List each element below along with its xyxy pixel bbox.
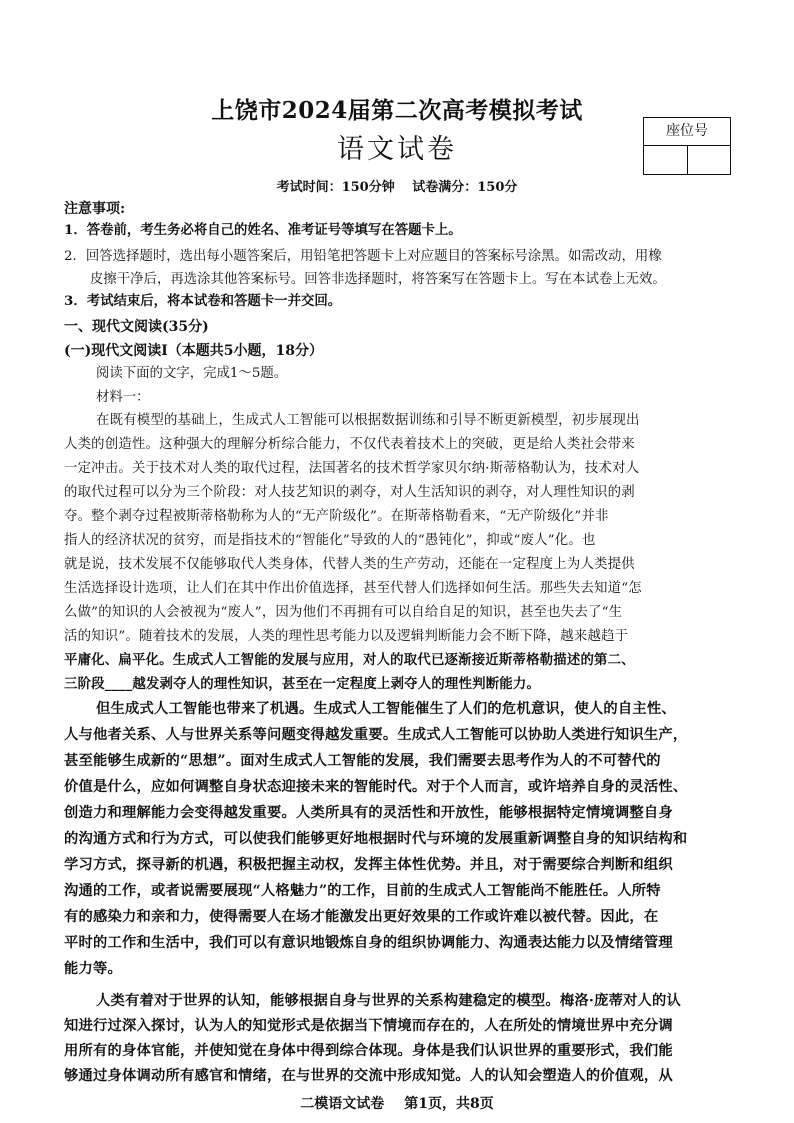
passage-line: 学习方式，探寻新的机遇，积极把握主动权，发挥主体性优势。并且，对于需要综合判断和组织 [64, 857, 673, 873]
passage-line: 甚至能够生成新的“思想”。面对生成式人工智能的发展，我们需要去思考作为人的不可替代的 [64, 753, 661, 769]
passage-line: 么做”的知识的人会被视为“废人”，因为他们不再拥有可以自给自足的知识，甚至也失去了“生 [64, 605, 623, 620]
passage-line: 指人的经济状况的贫穷，而是指技术的“智能化”导致的人的“愚钝化”，抑或“废人”化。也 [64, 533, 596, 548]
passage-line: 能力等。 [64, 961, 122, 977]
passage-line: 夺。整个剥夺过程被斯蒂格勒称为人的“无产阶级化”。在斯蒂格勒看来，“无产阶级化”并非 [64, 509, 609, 524]
material-label: 材料一： [96, 390, 150, 405]
exam-info: 考试时间：150分钟 试卷满分：150分 [276, 180, 518, 195]
seat-number-box [643, 117, 731, 175]
seat-cell [688, 146, 731, 174]
notice-item: 2．回答选择题时，选出每小题答案后，用铅笔把答题卡上对应题目的答案标号涂黑。如需改动，用橡 [64, 249, 662, 264]
passage-line: 创造力和理解能力会变得越发重要。人类所具有的灵活性和开放性，能够根据特定情境调整自身 [64, 805, 673, 821]
seat-number-cells [644, 146, 730, 174]
reading-instruction: 阅读下面的文字，完成1～5题。 [96, 366, 288, 381]
passage-line: 活的知识”。随着技术的发展，人类的理性思考能力以及逻辑判断能力会不断下降，越来越趋于 [64, 629, 629, 644]
notice-heading: 注意事项: [64, 201, 126, 217]
passage-line: 人与他者关系、人与世界关系等问题变得越发重要。生成式人工智能可以协助人类进行知识生产， [64, 727, 688, 743]
passage-line: 在既有模型的基础上，生成式人工智能可以根据数据训练和引导不断更新模型，初步展现出 [96, 413, 640, 428]
sub-section-heading: (一)现代文阅读Ⅰ（本题共5小题，18分） [64, 343, 324, 359]
section-heading: 一、现代文阅读(35分) [64, 319, 209, 335]
passage-line: 有的感染力和亲和力，使得需要人在场才能激发出更好效果的工作或许难以被代替。因此，在 [64, 909, 659, 925]
passage-line: 人类的创造性。这种强大的理解分析综合能力，不仅代表着技术上的突破，更是给人类社会带来 [64, 437, 635, 452]
passage-line: 三阶段____越发剥夺人的理性知识，甚至在一定程度上剥夺人的理性判断能力。 [64, 676, 541, 692]
notice-item-continued: 皮擦干净后，再选涂其他答案标号。回答非选择题时，将答案写在答题卡上。写在本试卷上无效。 [90, 272, 666, 287]
passage-line: 沟通的工作，或者说需要展现“人格魅力”的工作，目前的生成式人工智能尚不能胜任。人所特 [64, 883, 661, 899]
passage-line: 平时的工作和生活中，我们可以有意识地锻炼自身的组织协调能力、沟通表达能力以及情绪管理 [64, 935, 673, 951]
exam-title: 上饶市2024届第二次高考模拟考试 [211, 97, 583, 124]
seat-number-label: 座位号 [644, 118, 730, 146]
passage-line: 一定冲击。关于技术对人类的取代过程，法国著名的技术哲学家贝尔纳·斯蒂格勒认为，技术对人 [64, 461, 640, 476]
passage-line: 但生成式人工智能也带来了机遇。生成式人工智能催生了人们的危机意识，使人的自主性、 [96, 701, 676, 717]
footer-exam-name: 二模语文试卷 [300, 1096, 385, 1112]
passage-line: 用所有的身体官能，并使知觉在身体中得到综合体现。身体是我们认识世界的重要形式，我们能 [64, 1043, 673, 1059]
exam-subtitle: 语文试卷 [337, 134, 457, 165]
notice-item: 3．考试结束后，将本试卷和答题卡一并交回。 [64, 293, 342, 309]
page-footer [0, 1093, 794, 1113]
passage-line: 够通过身体调动所有感官和情绪，在与世界的交流中形成知觉。人的认知会塑造人的价值观，从 [64, 1068, 673, 1084]
passage-line: 就是说，技术发展不仅能够取代人类身体，代替人类的生产劳动，还能在一定程度上为人类提供 [64, 557, 635, 572]
passage-line: 平庸化、扁平化。生成式人工智能的发展与应用，对人的取代已逐渐接近斯蒂格勒描述的第二、 [64, 652, 635, 668]
passage-line: 价值是什么，应如何调整自身状态迎接未来的智能时代。对于个人而言，或许培养自身的灵活性、 [64, 779, 688, 795]
seat-cell [644, 146, 688, 174]
footer-page-number: 第1页，共8页 [404, 1096, 494, 1112]
passage-line: 知进行过深入探讨，认为人的知觉形式是依据当下情境而存在的，人在所处的情境世界中充分调 [64, 1018, 673, 1034]
passage-line: 的取代过程可以分为三个阶段：对人技艺知识的剥夺，对人生活知识的剥夺，对人理性知识的剥 [64, 485, 635, 500]
notice-item: 1．答卷前，考生务必将自己的姓名、准考证号等填写在答题卡上。 [64, 222, 462, 238]
passage-line: 生活选择设计选项，让人们在其中作出价值选择，甚至代替人们选择如何生活。那些失去知道“怎 [64, 581, 642, 596]
passage-line: 的沟通方式和行为方式，可以使我们能够更好地根据时代与环境的发展重新调整自身的知识结构和 [64, 831, 688, 847]
passage-line: 人类有着对于世界的认知，能够根据自身与世界的关系构建稳定的模型。梅洛·庞蒂对人的认 [96, 993, 682, 1009]
